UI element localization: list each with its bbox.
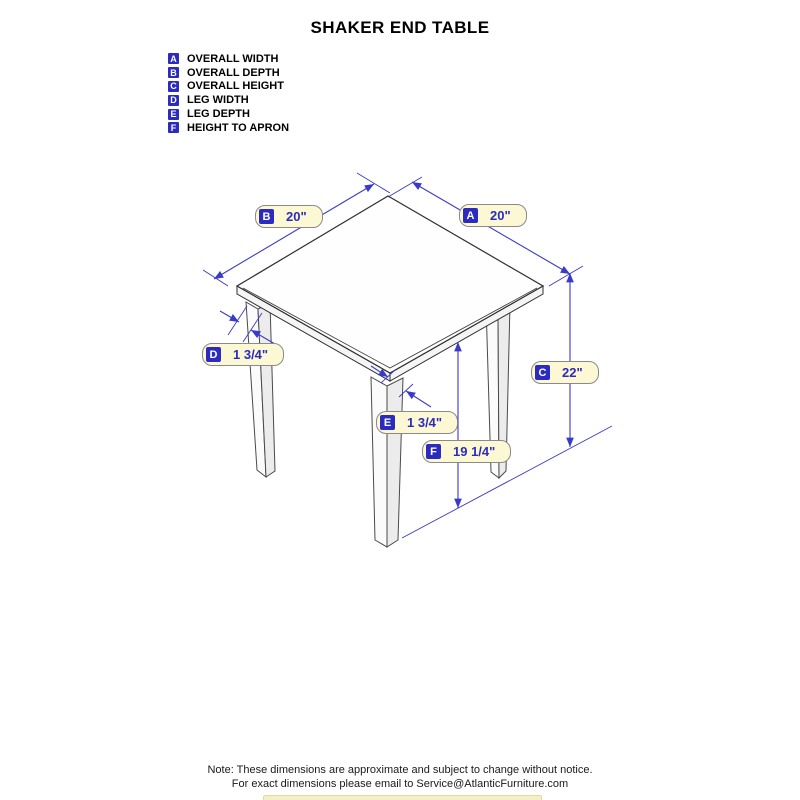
dim-label-height-to-apron [422,440,511,463]
dim-value-d: 1 3/4" [233,347,269,362]
dim-key-d-icon: D [206,347,221,362]
dim-label-overall-width [459,204,527,227]
dim-value-a: 20" [490,208,511,223]
footer-note-line1: Note: These dimensions are approximate and subject to change without notice. [207,764,593,776]
dim-key-a-icon: A [463,208,478,223]
legend-key-d-icon: D [168,95,179,106]
dim-value-c: 22" [562,365,583,380]
dim-value-b: 20" [286,209,307,224]
dim-key-b-icon: B [259,209,274,224]
legend-label: HEIGHT TO APRON [187,121,290,134]
legend-key-e-icon: E [168,109,179,120]
dim-value-f: 19 1/4" [453,444,496,459]
dim-label-overall-height [531,361,599,384]
legend-label: LEG DEPTH [187,108,250,121]
page-title: SHAKER END TABLE [310,18,490,37]
footer-note [0,764,800,790]
dim-key-c-icon: C [535,365,550,380]
legend-label: OVERALL WIDTH [187,52,279,65]
dim-key-f-icon: F [426,444,441,459]
legend-key-c-icon: C [168,81,179,92]
legend-label: OVERALL DEPTH [187,66,280,79]
bottom-highlight-bar [263,795,542,800]
dim-value-e: 1 3/4" [407,415,443,430]
legend-label: LEG WIDTH [187,94,249,107]
legend-key-b-icon: B [168,67,179,78]
legend-label: OVERALL HEIGHT [187,80,284,93]
dim-label-overall-depth [255,205,323,228]
dim-line-d [220,311,239,322]
footer-note-line2: For exact dimensions please email to Service@AtlanticFurniture.com [231,778,569,790]
dim-label-leg-depth [376,411,458,434]
legend-key-f-icon: F [168,122,179,133]
legend-key-a-icon: A [168,53,179,64]
dim-key-e-icon: E [380,415,395,430]
dim-label-leg-width [202,343,284,366]
